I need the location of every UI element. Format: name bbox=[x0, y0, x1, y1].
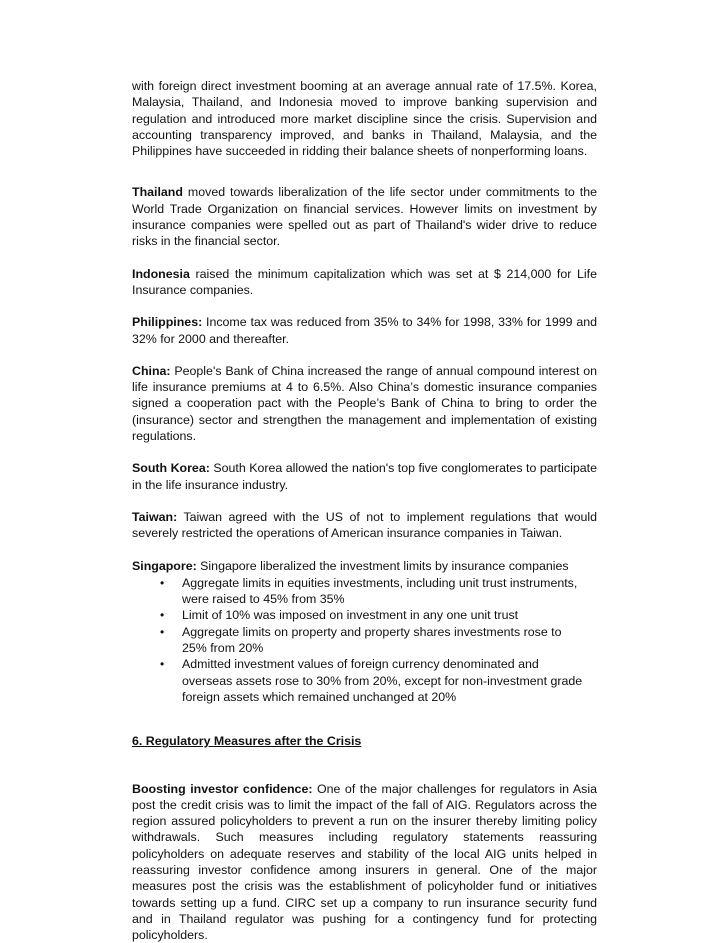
thailand-paragraph bbox=[132, 184, 597, 249]
country-text-philippines: Income tax was reduced from 35% to 34% for 1998, 33% for 1999 and 32% for 2000 and thereafter. bbox=[132, 315, 597, 345]
list-item-text: Admitted investment values of foreign currency denominated and overseas assets rose to 30% from 20%, except for non-investment grade foreign assets which remained unchanged at 20% bbox=[182, 657, 582, 704]
china-paragraph bbox=[132, 363, 597, 444]
list-item bbox=[132, 656, 597, 705]
bullet-icon: • bbox=[160, 607, 164, 623]
country-label-china: China: bbox=[132, 364, 171, 378]
country-label-philippines: Philippines: bbox=[132, 315, 202, 329]
boosting-label: Boosting investor confidence: bbox=[132, 782, 312, 796]
bullet-icon: • bbox=[160, 575, 164, 591]
country-label-taiwan: Taiwan: bbox=[132, 510, 177, 524]
boosting-text: One of the major challenges for regulators in Asia post the credit crisis was to limit the impact of the fall of AIG. Regulators across the region assured policyholders to prevent a run on the insurer thereby limiting policy withdrawals. Such measures including regulatory statements reassuring policyholders on adequate reserves and stability of the local AIG units helped in reassuring investor confidence among insurers in general. One of the major measures post the crisis was the establishment of policyholder fund or initiatives towards setting up a fund. CIRC set up a company to run insurance security fund and in Thailand regulator was pushing for a contingency fund for protecting policyholders. bbox=[132, 782, 597, 943]
country-text-china: People's Bank of China increased the range of annual compound interest on life insurance premiums at 4 to 6.5%. Also China’s domestic insurance companies signed a cooperation pact with the People’s Bank of China to bring to order the (insurance) sector and strengthen the management and implementation of existing regulations. bbox=[132, 364, 597, 443]
list-item bbox=[132, 607, 597, 623]
section-heading: 6. Regulatory Measures after the Crisis bbox=[132, 733, 597, 749]
philippines-paragraph bbox=[132, 314, 597, 347]
intro-paragraph: with foreign direct investment booming at an average annual rate of 17.5%. Korea, Malaysia, Thailand, and Indonesia moved to improve banking supervision and regulation and introduced more market discipline since the crisis. Supervision and accounting transparency improved, and banks in Thailand, Malaysia, and the Philippines have succeeded in ridding their balance sheets of nonperforming loans. bbox=[132, 78, 597, 159]
boosting-paragraph bbox=[132, 781, 597, 943]
country-label-thailand: Thailand bbox=[132, 185, 183, 199]
country-label-indonesia: Indonesia bbox=[132, 267, 190, 281]
list-item-text: Aggregate limits on property and property shares investments rose to 25% from 20% bbox=[182, 625, 561, 655]
bullet-icon: • bbox=[160, 624, 164, 640]
south-korea-paragraph bbox=[132, 460, 597, 493]
bullet-icon: • bbox=[160, 656, 164, 672]
country-text-singapore: Singapore liberalized the investment limits by insurance companies bbox=[197, 559, 569, 573]
country-text-indonesia: raised the minimum capitalization which was set at $ 214,000 for Life Insurance companies. bbox=[132, 267, 597, 297]
country-text-taiwan: Taiwan agreed with the US of not to implement regulations that would severely restricted the operations of American insurance companies in Taiwan. bbox=[132, 510, 597, 540]
list-item bbox=[132, 624, 597, 657]
singapore-paragraph bbox=[132, 558, 597, 574]
country-label-singapore: Singapore: bbox=[132, 559, 197, 573]
country-text-south-korea: South Korea allowed the nation's top five conglomerates to participate in the life insurance industry. bbox=[132, 461, 597, 491]
singapore-bullet-list bbox=[132, 575, 597, 705]
list-item-text: Aggregate limits in equities investments, including unit trust instruments, were raised to 45% from 35% bbox=[182, 576, 577, 606]
document-page bbox=[132, 78, 597, 943]
list-item-text: Limit of 10% was imposed on investment in any one unit trust bbox=[182, 608, 518, 622]
indonesia-paragraph bbox=[132, 266, 597, 299]
taiwan-paragraph bbox=[132, 509, 597, 542]
list-item bbox=[132, 575, 597, 608]
country-label-south-korea: South Korea: bbox=[132, 461, 210, 475]
country-text-thailand: moved towards liberalization of the life sector under commitments to the World Trade Organization on financial services. However limits on investment by insurance companies were spelled out as part of Thailand's wider drive to reduce risks in the financial sector. bbox=[132, 185, 597, 248]
